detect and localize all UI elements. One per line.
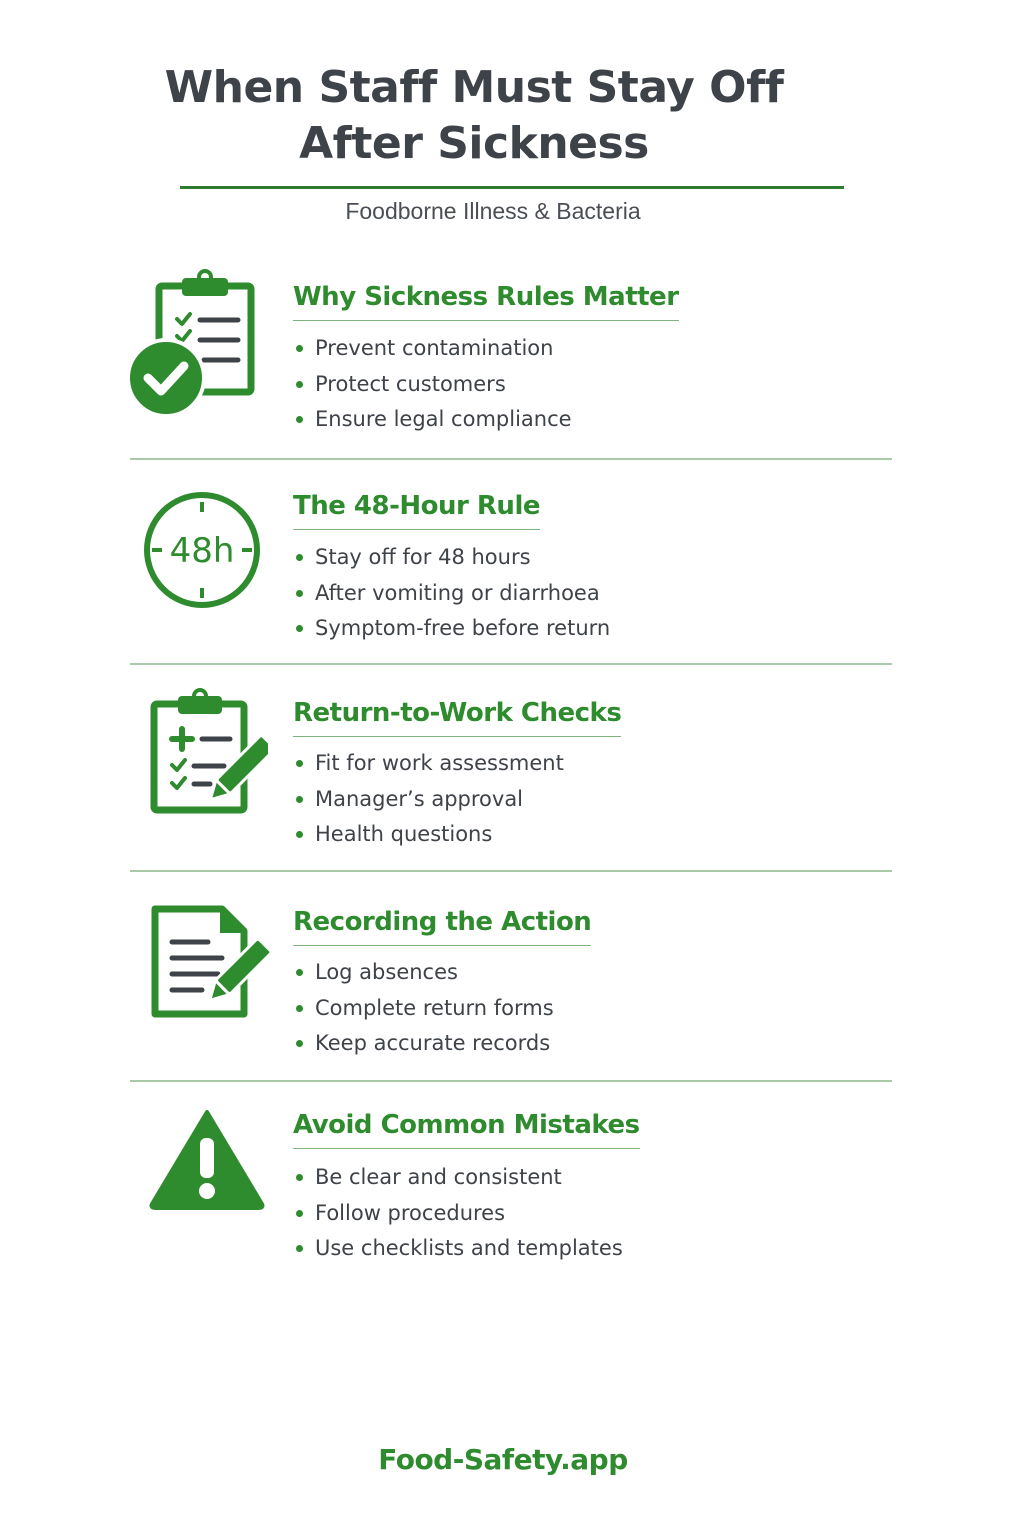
warning-triangle-icon: [148, 1108, 266, 1214]
list-item: Fit for work assessment: [296, 749, 564, 785]
section-heading: Return-to-Work Checks: [293, 696, 621, 737]
clock-48h-label: 48h: [169, 531, 235, 571]
section-divider: [130, 1080, 892, 1082]
list-item: Health questions: [296, 820, 564, 856]
page-subtitle: Foodborne Illness & Bacteria: [345, 198, 641, 224]
list-item: Log absences: [296, 958, 554, 994]
section-divider: [130, 663, 892, 665]
section-heading: The 48-Hour Rule: [293, 489, 540, 530]
clipboard-check-icon: [126, 268, 258, 422]
page-title: [0, 60, 948, 172]
bullet-list: [296, 749, 564, 856]
title-underline: [180, 186, 844, 189]
list-item: Symptom-free before return: [296, 614, 610, 650]
list-item: Ensure legal compliance: [296, 405, 572, 441]
list-item: Prevent contamination: [296, 334, 572, 370]
section-heading: Recording the Action: [293, 905, 591, 946]
bullet-list: [296, 1163, 623, 1270]
bullet-list: [296, 958, 554, 1065]
section-heading: Avoid Common Mistakes: [293, 1108, 640, 1149]
clock-48h-icon: [140, 488, 264, 616]
footer-brand: Food-Safety.app: [378, 1443, 628, 1476]
list-item: Keep accurate records: [296, 1029, 554, 1065]
document-pencil-icon: [150, 904, 270, 1024]
clipboard-pencil-icon: [148, 688, 268, 822]
page-title-line-2: After Sickness: [299, 118, 649, 169]
list-item: Follow procedures: [296, 1199, 623, 1235]
list-item: Protect customers: [296, 370, 572, 406]
list-item: Stay off for 48 hours: [296, 543, 610, 579]
section-divider: [130, 870, 892, 872]
section-divider: [130, 458, 892, 460]
bullet-list: [296, 543, 610, 650]
list-item: Be clear and consistent: [296, 1163, 623, 1199]
page-title-line-1: When Staff Must Stay Off: [164, 62, 784, 113]
list-item: Complete return forms: [296, 994, 554, 1030]
list-item: After vomiting or diarrhoea: [296, 579, 610, 615]
bullet-list: [296, 334, 572, 441]
list-item: Use checklists and templates: [296, 1234, 623, 1270]
list-item: Manager’s approval: [296, 785, 564, 821]
section-heading: Why Sickness Rules Matter: [293, 280, 679, 321]
